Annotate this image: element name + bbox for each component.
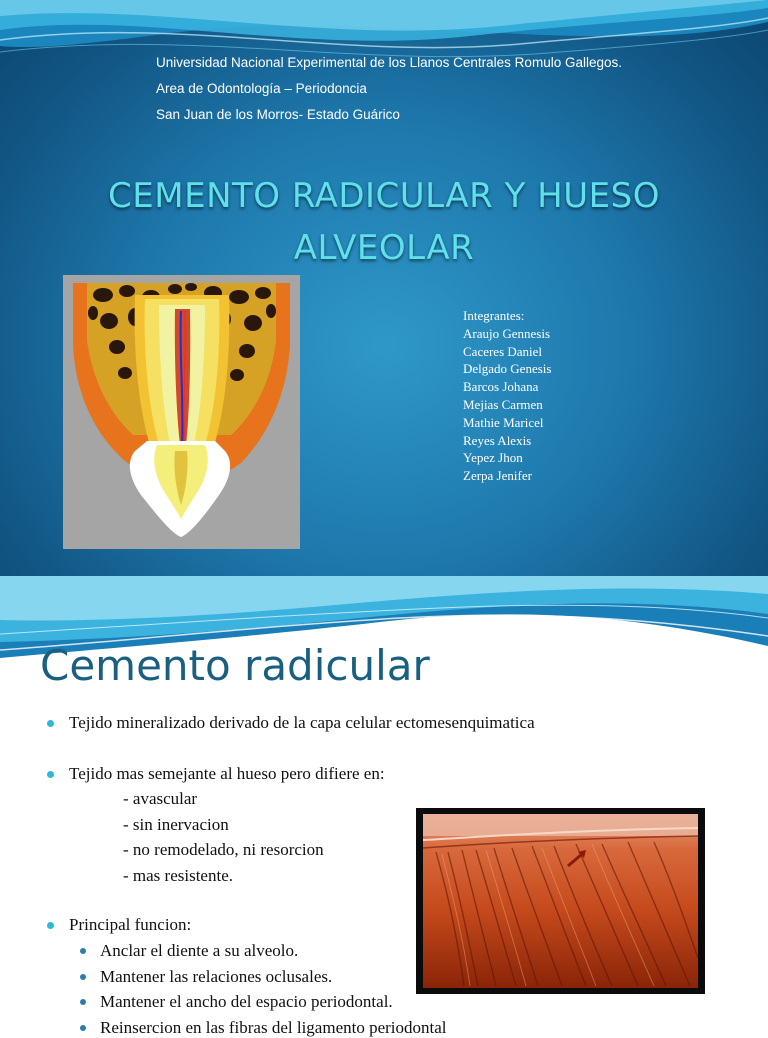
member-item: Mathie Maricel — [463, 414, 544, 430]
bullet-text: Tejido mineralizado derivado de la capa celular ectomesenquimatica — [69, 713, 535, 732]
bullet-dot-icon — [47, 771, 54, 778]
bullet-dot-icon — [47, 720, 54, 727]
function-item — [100, 941, 298, 961]
members-heading: Integrantes: — [463, 308, 525, 323]
member-item: Caceres Daniel — [463, 343, 543, 359]
bullet-dot-icon — [47, 922, 54, 929]
institution-info — [156, 50, 622, 128]
bullet-item — [69, 915, 191, 935]
institution-name: Universidad Nacional Experimental de los Llanos Centrales Romulo Gallegos. — [156, 55, 622, 70]
function-text: Reinsercion en las fibras del ligamento periodontal — [100, 1018, 447, 1037]
histology-image — [416, 808, 705, 994]
difference-item: - sin inervacion — [123, 815, 229, 834]
difference-item: - no remodelado, ni resorcion — [123, 840, 324, 859]
slide-title: Cemento radicular — [40, 641, 430, 690]
bullet-dot-icon — [80, 1025, 86, 1031]
bullet-item — [69, 764, 385, 784]
members-list — [463, 325, 551, 485]
title-line-2: ALVEOLAR — [293, 228, 475, 268]
title-line-1: CEMENTO RADICULAR Y HUESO — [108, 176, 660, 216]
difference-item: - mas resistente. — [123, 866, 233, 885]
members-block — [463, 307, 551, 485]
bullet-dot-icon — [80, 974, 86, 980]
member-item: Yepez Jhon — [463, 450, 523, 466]
member-item: Araujo Gennesis — [463, 325, 551, 341]
bullet-item — [69, 713, 535, 733]
function-text: Anclar el diente a su alveolo. — [100, 941, 299, 960]
member-item: Mejias Carmen — [463, 396, 543, 412]
presentation-title — [20, 170, 748, 274]
cemento-slide — [0, 576, 768, 1037]
location: San Juan de los Morros- Estado Guárico — [156, 107, 400, 122]
function-item — [100, 992, 393, 1012]
bullet-text: Principal funcion: — [69, 915, 192, 934]
department-name: Area de Odontología – Periodoncia — [156, 81, 367, 96]
bullet-dot-icon — [80, 948, 86, 954]
bullet-text: Tejido mas semejante al hueso pero difiere en: — [69, 764, 385, 783]
member-item: Delgado Genesis — [463, 361, 552, 377]
member-item: Reyes Alexis — [463, 432, 532, 448]
bullet-dot-icon — [80, 999, 86, 1005]
function-text: Mantener el ancho del espacio periodontal. — [100, 992, 393, 1011]
member-item: Zerpa Jenifer — [463, 468, 532, 484]
tooth-diagram — [63, 275, 300, 549]
function-text: Mantener las relaciones oclusales. — [100, 967, 333, 986]
function-item — [100, 967, 332, 987]
difference-item: - avascular — [123, 789, 198, 808]
member-item: Barcos Johana — [463, 379, 539, 395]
function-item — [100, 1018, 447, 1038]
